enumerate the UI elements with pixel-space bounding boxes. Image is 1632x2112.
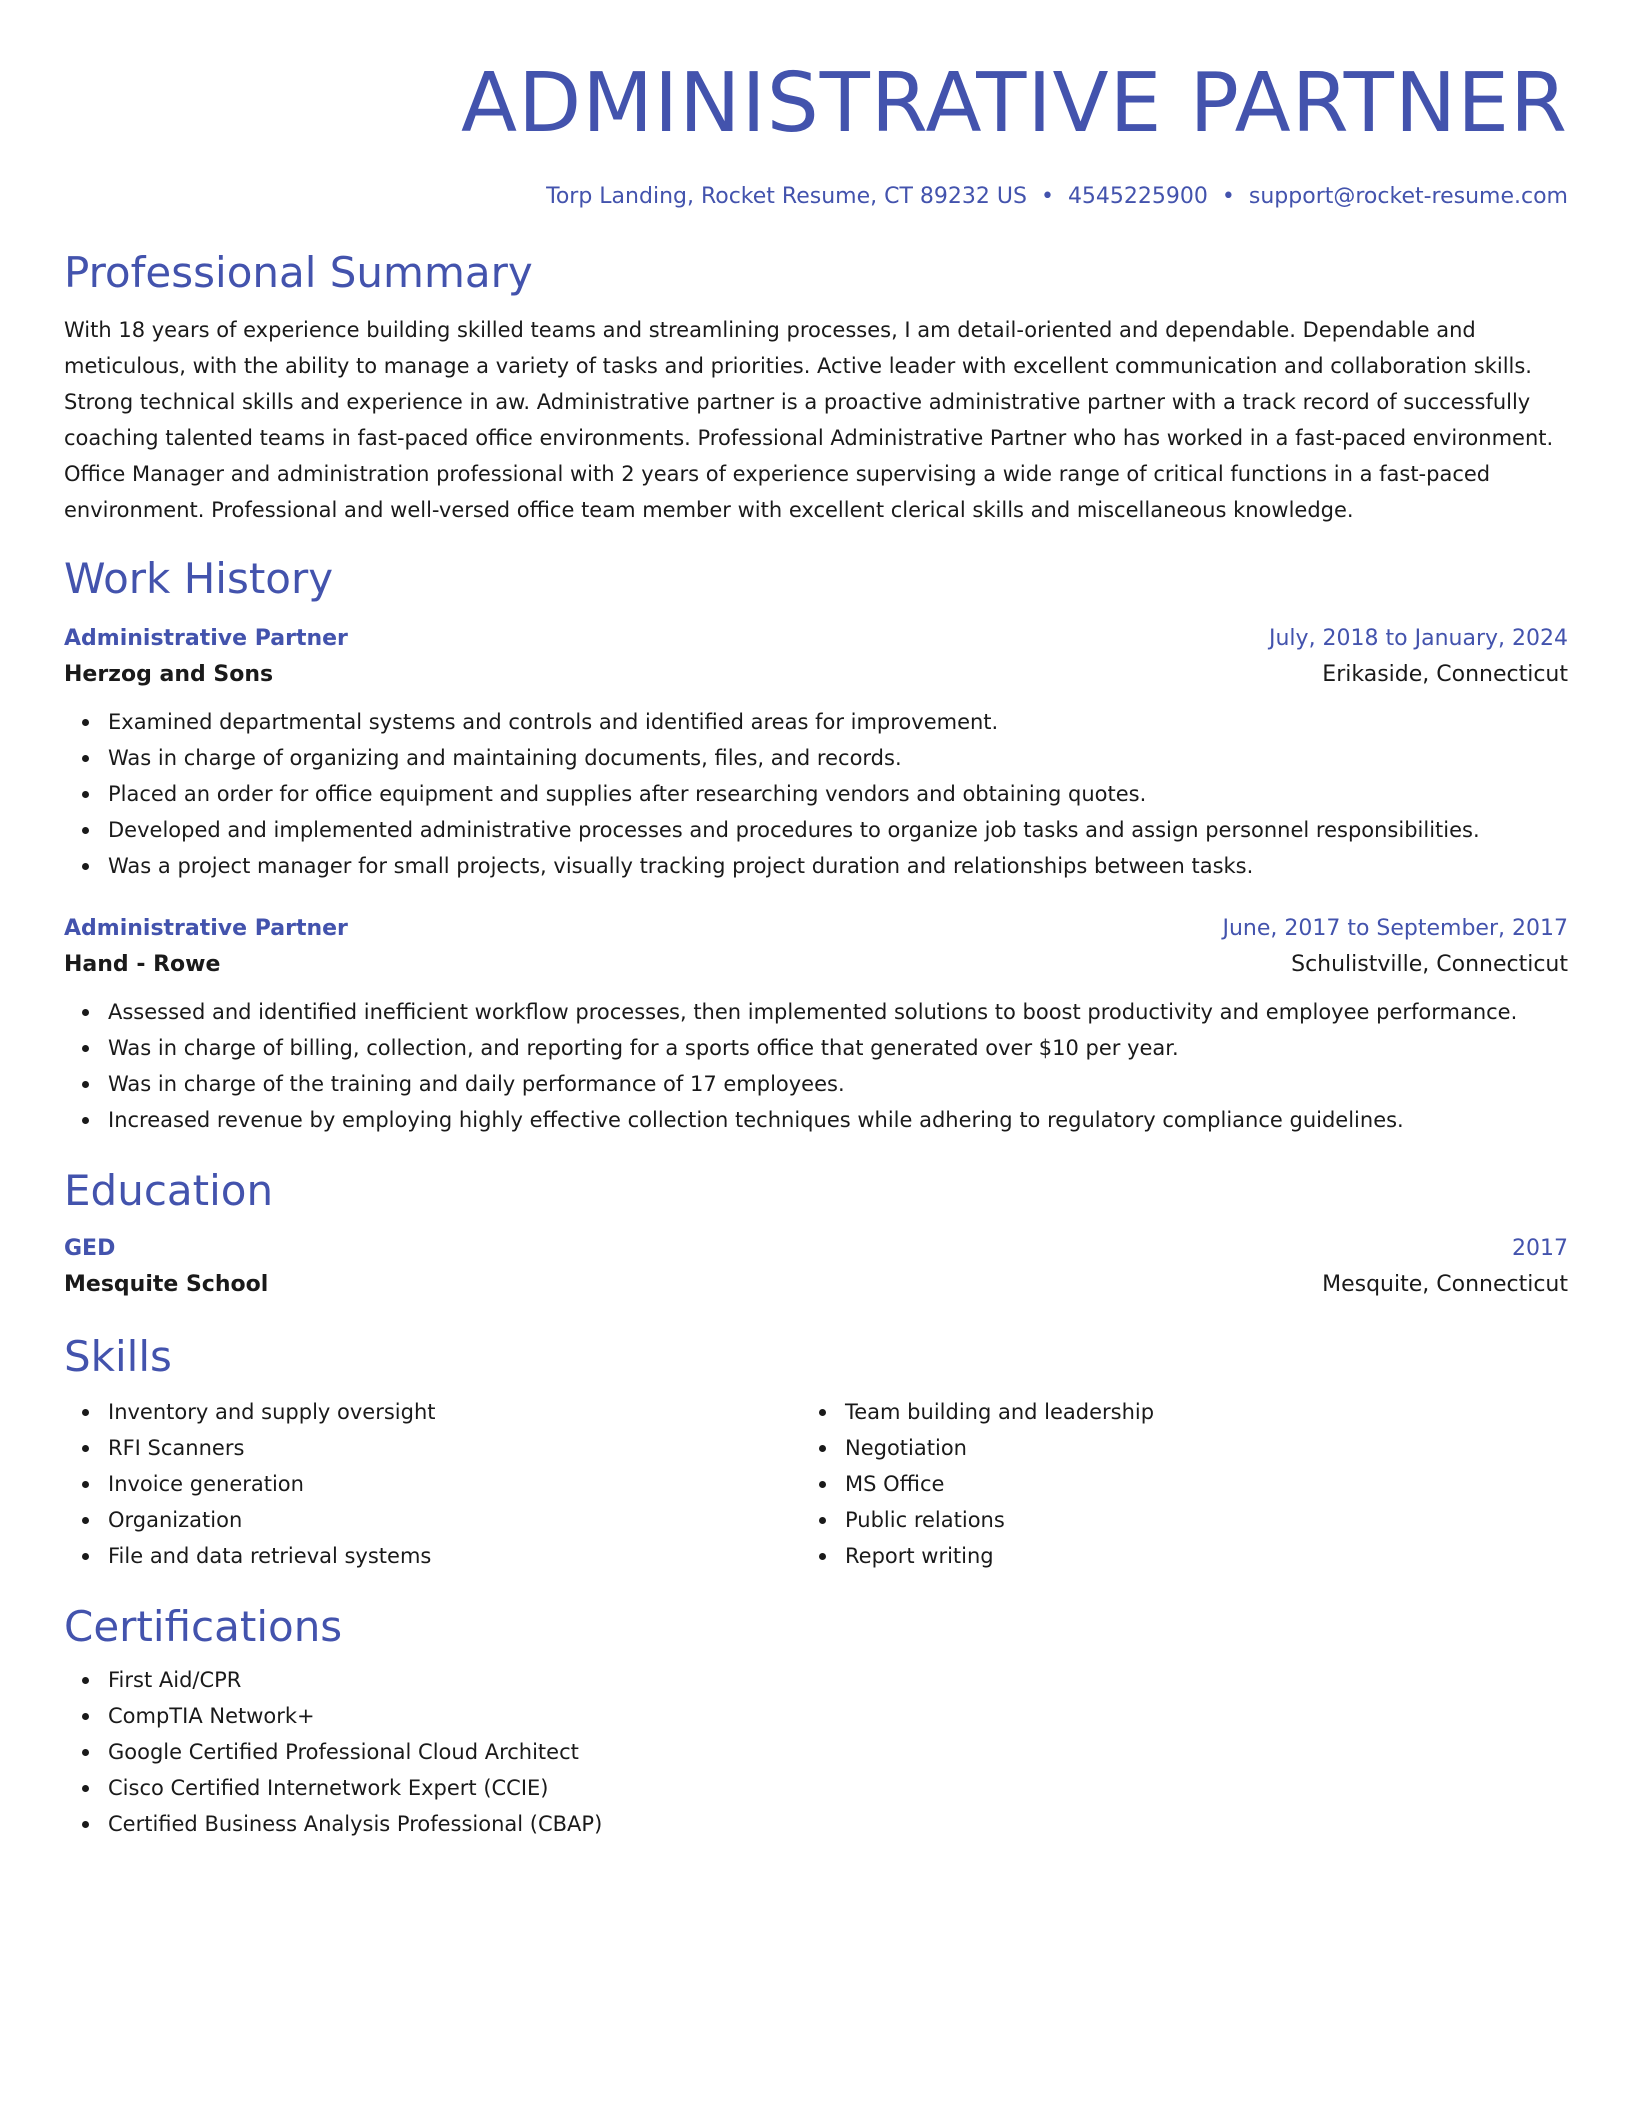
section-title-skills: Skills: [64, 1332, 172, 1381]
contact-email: support@rocket-resume.com: [1248, 184, 1568, 209]
certification-item: First Aid/CPR: [64, 1662, 1568, 1698]
summary-text: With 18 years of experience building skilled teams and streamlining processes, I am detail-oriented and dependable. Dependable and meticulous, with the ability to manage a variety of tasks and priorities. Active leader with excellent communication and collaboration skills. Strong technical skills and experience in aw. Administrative partner is a proactive administrative partner with a track record of successfully coaching talented teams in fast-paced office environments. Professional Administrative Partner who has worked in a fast-paced environment. Office Manager and administration professional with 2 years of experience supervising a wide range of critical functions in a fast-paced environment. Professional and well-versed office team member with excellent clerical skills and miscellaneous knowledge.: [64, 318, 1554, 522]
job-location: Erikaside, Connecticut: [1322, 662, 1568, 687]
job-bullet: Examined departmental systems and controls and identified areas for improvement.: [64, 704, 1568, 740]
skill-item: MS Office: [801, 1466, 1538, 1502]
job-location: Schulistville, Connecticut: [1291, 952, 1568, 977]
candidate-name: ADMINISTRATIVE PARTNER: [461, 56, 1568, 151]
contact-address: Torp Landing, Rocket Resume, CT 89232 US: [546, 184, 1027, 209]
certifications-list: [64, 1662, 1568, 1842]
contact-separator: •: [1040, 184, 1054, 209]
education-year: 2017: [1512, 1236, 1568, 1261]
skill-item: File and data retrieval systems: [64, 1538, 801, 1574]
job-dates: July, 2018 to January, 2024: [1269, 626, 1568, 651]
contact-separator: •: [1221, 184, 1235, 209]
job-bullet: Assessed and identified inefficient workflow processes, then implemented solutions to boost productivity and employee performance.: [64, 994, 1568, 1030]
job-title: Administrative Partner: [64, 916, 348, 941]
certification-item: Certified Business Analysis Professional (CBAP): [64, 1806, 1568, 1842]
education-degree: GED: [64, 1236, 116, 1261]
job-bullet: Was in charge of organizing and maintaining documents, files, and records.: [64, 740, 1568, 776]
skill-item: Negotiation: [801, 1430, 1538, 1466]
skills-column-left: [64, 1394, 801, 1574]
section-title-education: Education: [64, 1166, 274, 1215]
job-company: Hand - Rowe: [64, 952, 221, 977]
certification-item: Google Certified Professional Cloud Architect: [64, 1734, 1568, 1770]
job-bullet: Developed and implemented administrative processes and procedures to organize job tasks and assign personnel responsibilities.: [64, 812, 1568, 848]
skill-item: Organization: [64, 1502, 801, 1538]
job-bullet: Was a project manager for small projects, visually tracking project duration and relationships between tasks.: [64, 848, 1568, 884]
skill-item: RFI Scanners: [64, 1430, 801, 1466]
job-company: Herzog and Sons: [64, 662, 274, 687]
job-bullets: [64, 994, 1568, 1138]
job-bullet: Was in charge of billing, collection, and reporting for a sports office that generated over $10 per year.: [64, 1030, 1568, 1066]
section-title-certifications: Certifications: [64, 1602, 343, 1651]
job-dates: June, 2017 to September, 2017: [1222, 916, 1568, 941]
education-entry: [64, 1232, 1568, 1304]
job-bullet: Increased revenue by employing highly effective collection techniques while adhering to regulatory compliance guidelines.: [64, 1102, 1568, 1138]
skill-item: Inventory and supply oversight: [64, 1394, 801, 1430]
contact-phone: 4545225900: [1067, 184, 1208, 209]
job-entry: [64, 912, 1568, 1138]
education-location: Mesquite, Connecticut: [1322, 1272, 1568, 1297]
skill-item: Report writing: [801, 1538, 1538, 1574]
education-school: Mesquite School: [64, 1272, 269, 1297]
skill-item: Team building and leadership: [801, 1394, 1538, 1430]
section-title-work-history: Work History: [64, 554, 334, 603]
job-bullet: Was in charge of the training and daily performance of 17 employees.: [64, 1066, 1568, 1102]
job-bullets: [64, 704, 1568, 884]
section-title-summary: Professional Summary: [64, 248, 533, 297]
skills-list: [64, 1394, 801, 1574]
skill-item: Invoice generation: [64, 1466, 801, 1502]
certification-item: CompTIA Network+: [64, 1698, 1568, 1734]
contact-line: [64, 182, 1568, 212]
certification-item: Cisco Certified Internetwork Expert (CCIE): [64, 1770, 1568, 1806]
job-entry: [64, 622, 1568, 884]
skills-column-right: [801, 1394, 1538, 1574]
skill-item: Public relations: [801, 1502, 1538, 1538]
skills-grid: [64, 1394, 1568, 1574]
job-bullet: Placed an order for office equipment and supplies after researching vendors and obtaining quotes.: [64, 776, 1568, 812]
job-title: Administrative Partner: [64, 626, 348, 651]
skills-list: [801, 1394, 1538, 1574]
